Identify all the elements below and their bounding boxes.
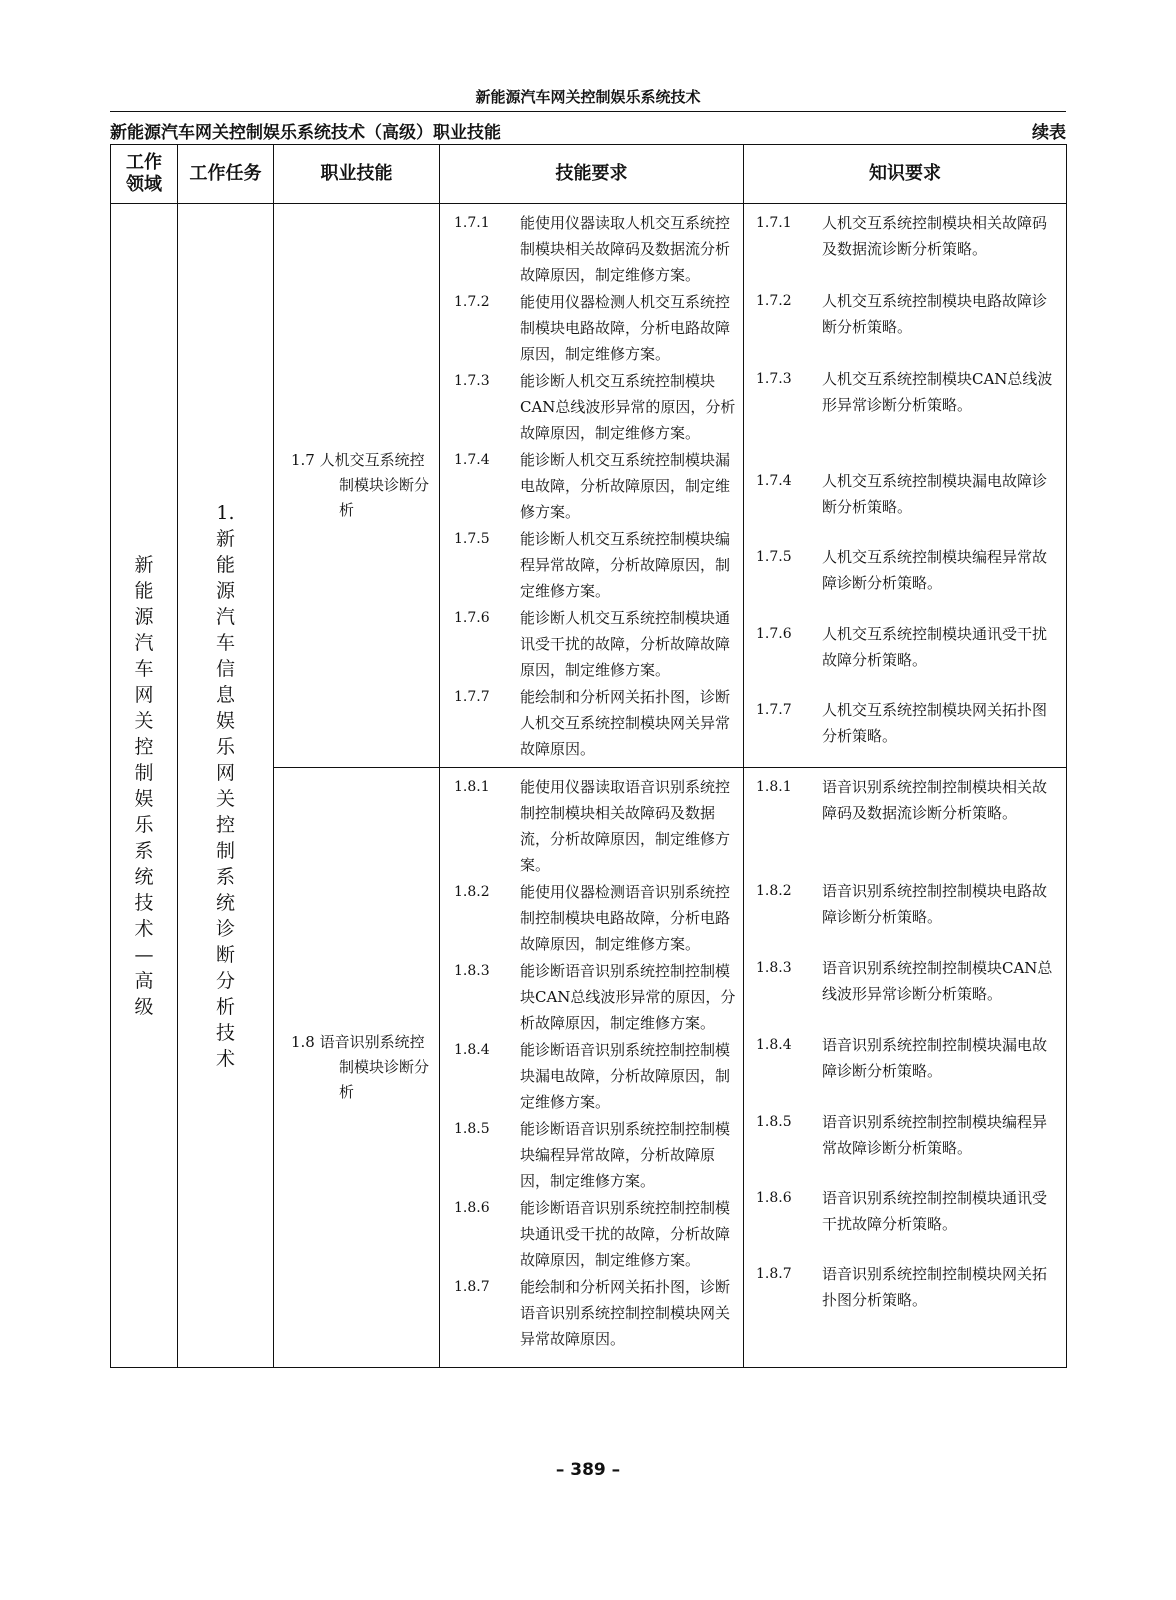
item-text: 人机交互系统控制模块相关故障码及数据流诊断分析策略。 — [822, 214, 1048, 258]
requirement-item — [440, 958, 743, 1036]
item-number: 1.7.1 — [454, 215, 490, 231]
item-number: 1.8.5 — [454, 1121, 490, 1137]
requirement-item — [440, 447, 743, 525]
item-number: 1.8.4 — [454, 1042, 490, 1058]
item-number: 1.8.1 — [756, 779, 792, 795]
column-header — [440, 145, 744, 204]
skill-name: 1.7 人机交互系统控制模块诊断分析 — [291, 451, 430, 519]
item-number: 1.8.7 — [756, 1266, 792, 1282]
requirement-item — [440, 289, 743, 367]
requirement-item — [440, 684, 743, 762]
work-domain-cell — [111, 204, 178, 1368]
item-text: 语音识别系统控制控制模块CAN总线波形异常诊断分析策略。 — [822, 959, 1053, 1003]
knowledge-item — [744, 878, 1066, 955]
requirements-list — [440, 204, 743, 767]
header-rule — [110, 111, 1066, 112]
continued-label: 续表 — [1032, 123, 1066, 143]
column-header-label: 技能要求 — [555, 163, 628, 184]
item-text: 能诊断人机交互系统控制模块漏电故障，分析故障原因，制定维修方案。 — [520, 451, 731, 521]
item-number: 1.8.2 — [756, 883, 792, 899]
column-header-label: 职业技能 — [320, 163, 393, 184]
column-header-label: 工作领域 — [126, 152, 162, 195]
knowledge-item — [744, 468, 1066, 544]
item-text: 人机交互系统控制模块网关拓扑图分析策略。 — [822, 701, 1048, 745]
item-text: 能诊断语音识别系统控制控制模块CAN总线波形异常的原因，分析故障原因，制定维修方案。 — [520, 962, 736, 1032]
knowledge-item — [744, 1032, 1066, 1109]
requirement-item — [440, 1274, 743, 1352]
table-row — [111, 204, 1067, 768]
requirement-item — [440, 368, 743, 446]
item-number: 1.8.6 — [454, 1200, 490, 1216]
item-text: 能诊断语音识别系统控制控制模块编程异常故障，分析故障原因，制定维修方案。 — [520, 1120, 731, 1190]
item-text: 能使用仪器读取人机交互系统控制模块相关故障码及数据流分析故障原因，制定维修方案。 — [520, 214, 731, 284]
item-number: 1.7.3 — [756, 371, 792, 387]
item-text: 语音识别系统控制控制模块相关故障码及数据流诊断分析策略。 — [822, 778, 1048, 822]
item-text: 人机交互系统控制模块通讯受干扰故障分析策略。 — [822, 625, 1048, 669]
requirement-item — [440, 605, 743, 683]
requirement-item — [440, 774, 743, 878]
column-header — [274, 145, 440, 204]
knowledge-requirements-cell — [744, 768, 1067, 1368]
item-number: 1.8.4 — [756, 1037, 792, 1053]
item-text: 能诊断人机交互系统控制模块CAN总线波形异常的原因，分析故障原因，制定维修方案。 — [520, 372, 736, 442]
knowledge-item — [744, 955, 1066, 1032]
skill-cell — [274, 204, 440, 768]
skill-requirements-cell — [440, 204, 744, 768]
item-number: 1.7.2 — [756, 293, 792, 309]
item-text: 能绘制和分析网关拓扑图，诊断人机交互系统控制模块网关异常故障原因。 — [520, 688, 731, 758]
item-text: 能绘制和分析网关拓扑图，诊断语音识别系统控制控制模块网关异常故障原因。 — [520, 1278, 731, 1348]
item-number: 1.7.5 — [454, 531, 490, 547]
item-number: 1.7.6 — [454, 610, 490, 626]
knowledge-item — [744, 288, 1066, 366]
requirements-list — [440, 768, 743, 1357]
item-number: 1.7.7 — [756, 702, 792, 718]
column-header-label: 知识要求 — [869, 163, 941, 184]
item-number: 1.8.2 — [454, 884, 490, 900]
knowledge-requirements-cell — [744, 204, 1067, 768]
requirement-item — [440, 1195, 743, 1273]
knowledge-item — [744, 774, 1066, 878]
item-text: 能诊断人机交互系统控制模块编程异常故障，分析故障原因，制定维修方案。 — [520, 530, 731, 600]
item-text: 能使用仪器检测人机交互系统控制模块电路故障，分析电路故障原因，制定维修方案。 — [520, 293, 731, 363]
skill-cell — [274, 768, 440, 1368]
item-number: 1.7.4 — [756, 473, 792, 489]
requirement-item — [440, 210, 743, 288]
column-header — [111, 145, 178, 204]
item-number: 1.8.5 — [756, 1114, 792, 1130]
work-task-cell — [178, 204, 274, 1368]
item-number: 1.7.3 — [454, 373, 490, 389]
work-task: 1.新能源汽车信息娱乐网关控制系统诊断分析技术 — [215, 501, 235, 1070]
knowledge-item — [744, 697, 1066, 749]
item-number: 1.8.3 — [756, 960, 792, 976]
column-header — [744, 145, 1067, 204]
item-number: 1.7.2 — [454, 294, 490, 310]
work-domain: 新能源汽车网关控制娱乐系统技术—高级 — [134, 553, 154, 1018]
item-number: 1.7.7 — [454, 689, 490, 705]
requirement-item — [440, 1116, 743, 1194]
requirement-item — [440, 526, 743, 604]
item-text: 语音识别系统控制控制模块编程异常故障诊断分析策略。 — [822, 1113, 1048, 1157]
knowledge-item — [744, 621, 1066, 697]
knowledge-list — [744, 768, 1066, 1317]
knowledge-item — [744, 1261, 1066, 1313]
item-text: 语音识别系统控制控制模块漏电故障诊断分析策略。 — [822, 1036, 1048, 1080]
item-text: 人机交互系统控制模块编程异常故障诊断分析策略。 — [822, 548, 1048, 592]
item-text: 能使用仪器检测语音识别系统控制控制模块电路故障，分析电路故障原因，制定维修方案。 — [520, 883, 731, 953]
skills-table — [110, 144, 1067, 1368]
item-number: 1.8.1 — [454, 779, 490, 795]
item-number: 1.8.3 — [454, 963, 490, 979]
column-header — [178, 145, 274, 204]
knowledge-list — [744, 204, 1066, 753]
knowledge-item — [744, 1109, 1066, 1185]
item-number: 1.7.1 — [756, 215, 792, 231]
requirement-item — [440, 879, 743, 957]
page-number: – 389 – — [555, 1460, 621, 1480]
item-text: 能使用仪器读取语音识别系统控制控制模块相关故障码及数据流，分析故障原因，制定维修方案。 — [520, 778, 731, 874]
item-number: 1.8.7 — [454, 1279, 490, 1295]
table-title-row — [110, 116, 1066, 142]
column-header-label: 工作任务 — [189, 163, 262, 184]
item-text: 能诊断语音识别系统控制控制模块通讯受干扰的故障，分析故障故障原因，制定维修方案。 — [520, 1199, 731, 1269]
item-number: 1.7.6 — [756, 626, 792, 642]
item-text: 能诊断人机交互系统控制模块通讯受干扰的故障，分析故障故障原因，制定维修方案。 — [520, 609, 731, 679]
table-header-row — [111, 145, 1067, 204]
knowledge-item — [744, 1185, 1066, 1261]
requirement-item — [440, 1037, 743, 1115]
item-text: 人机交互系统控制模块电路故障诊断分析策略。 — [822, 292, 1048, 336]
running-header: 新能源汽车网关控制娱乐系统技术 — [475, 88, 701, 106]
knowledge-item — [744, 544, 1066, 621]
item-text: 语音识别系统控制控制模块电路故障诊断分析策略。 — [822, 882, 1048, 926]
skill-name: 1.8 语音识别系统控制模块诊断分析 — [291, 1033, 430, 1101]
item-text: 人机交互系统控制模块漏电故障诊断分析策略。 — [822, 472, 1048, 516]
item-text: 人机交互系统控制模块CAN总线波形异常诊断分析策略。 — [822, 370, 1053, 414]
table-title: 新能源汽车网关控制娱乐系统技术（高级）职业技能 — [110, 123, 501, 143]
item-number: 1.7.5 — [756, 549, 792, 565]
item-text: 语音识别系统控制控制模块网关拓扑图分析策略。 — [822, 1265, 1048, 1309]
skill-requirements-cell — [440, 768, 744, 1368]
item-text: 能诊断语音识别系统控制控制模块漏电故障，分析故障原因，制定维修方案。 — [520, 1041, 731, 1111]
item-text: 语音识别系统控制控制模块通讯受干扰故障分析策略。 — [822, 1189, 1048, 1233]
item-number: 1.7.4 — [454, 452, 490, 468]
knowledge-item — [744, 366, 1066, 468]
knowledge-item — [744, 210, 1066, 288]
item-number: 1.8.6 — [756, 1190, 792, 1206]
